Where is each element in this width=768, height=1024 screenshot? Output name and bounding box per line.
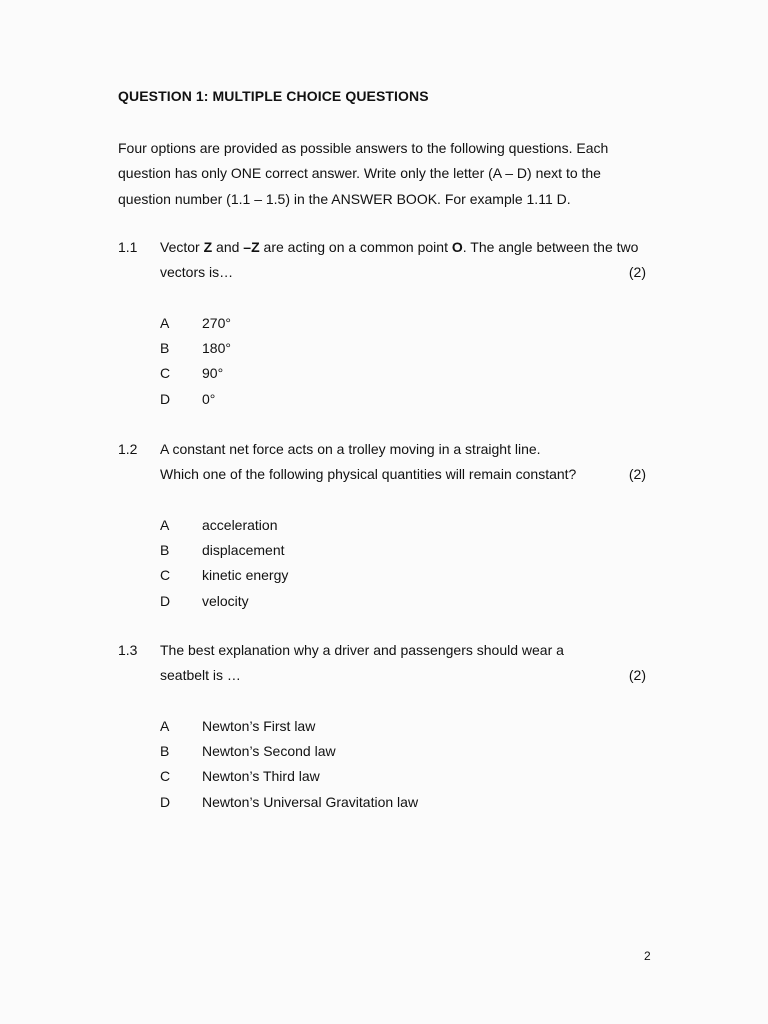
option-a [118, 513, 658, 538]
point-o: O [451, 239, 463, 255]
option-letter: B [160, 340, 170, 357]
page-number: 2 [644, 949, 651, 963]
question-stem-line-1: Vector Z and –Z are acting on a common point O. The angle between the two [160, 239, 639, 255]
option-c [118, 764, 658, 789]
question-stem-line-2: vectors is… [160, 264, 234, 281]
question-1-2 [118, 437, 658, 614]
question-marks: (2) [628, 667, 646, 684]
option-text: kinetic energy [202, 567, 289, 584]
option-text: velocity [202, 592, 249, 609]
question-1-1 [118, 235, 658, 412]
vector-z: Z [203, 239, 213, 255]
instructions [118, 136, 658, 212]
question-stem-line-2: seatbelt is … [160, 667, 241, 684]
option-c [118, 563, 658, 588]
option-letter: C [160, 567, 171, 584]
question-stem-line-2: Which one of the following physical quantities will remain constant? [160, 466, 577, 483]
question-marks: (2) [628, 466, 646, 483]
option-letter: D [160, 592, 171, 609]
option-c [118, 361, 658, 386]
question-number: 1.2 [118, 441, 138, 457]
section-heading: QUESTION 1: MULTIPLE CHOICE QUESTIONS [118, 88, 429, 104]
option-b [118, 739, 658, 764]
option-letter: A [160, 314, 170, 331]
option-letter: C [160, 365, 171, 382]
option-letter: A [160, 516, 170, 533]
option-text: 270° [202, 314, 231, 331]
option-a [118, 311, 658, 336]
instruction-line: Four options are provided as possible answers to the following questions. Each [118, 140, 609, 156]
option-text: Newton’s First law [202, 717, 316, 734]
option-letter: B [160, 743, 170, 760]
question-1-3 [118, 638, 658, 815]
question-stem-line-1: A constant net force acts on a trolley moving in a straight line. [160, 441, 541, 457]
instruction-line: question has only ONE correct answer. Write only the letter (A – D) next to the [118, 165, 601, 182]
option-letter: A [160, 717, 170, 734]
option-b [118, 336, 658, 361]
option-text: displacement [202, 542, 285, 559]
option-d [118, 387, 658, 412]
option-d [118, 790, 658, 815]
options-list [118, 311, 658, 412]
option-b [118, 538, 658, 563]
option-letter: D [160, 390, 171, 407]
question-number: 1.1 [118, 239, 138, 255]
option-d [118, 589, 658, 614]
options-list [118, 714, 658, 815]
instruction-line: question number (1.1 – 1.5) in the ANSWER BOOK. For example 1.11 D. [118, 190, 571, 207]
option-text: Newton’s Third law [202, 768, 320, 785]
option-text: Newton’s Universal Gravitation law [202, 793, 419, 810]
option-letter: B [160, 542, 170, 559]
option-letter: D [160, 793, 171, 810]
question-marks: (2) [628, 264, 646, 281]
option-text: 0° [202, 390, 216, 407]
options-list [118, 513, 658, 614]
option-text: acceleration [202, 516, 278, 533]
option-letter: C [160, 768, 171, 785]
option-a [118, 714, 658, 739]
question-number: 1.3 [118, 642, 138, 658]
question-stem-line-1: The best explanation why a driver and passengers should wear a [160, 642, 564, 658]
option-text: 90° [202, 365, 224, 382]
vector-minus-z: –Z [243, 239, 260, 255]
option-text: 180° [202, 340, 231, 357]
option-text: Newton’s Second law [202, 743, 336, 760]
